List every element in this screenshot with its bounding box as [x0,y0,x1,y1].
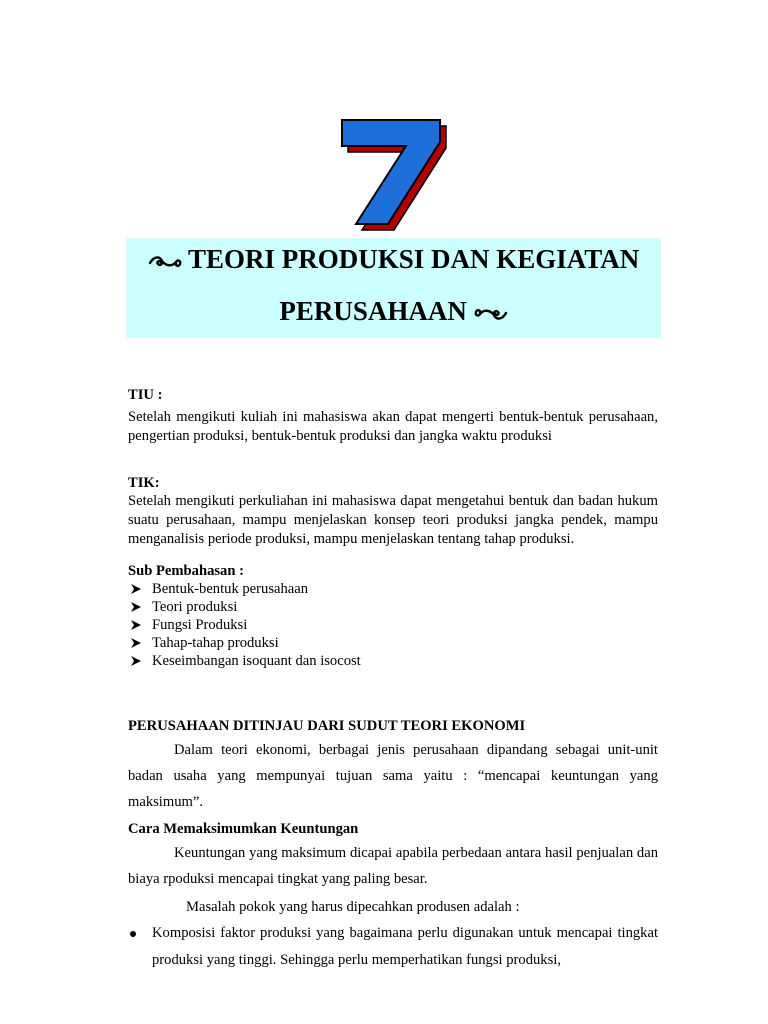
list-item [128,920,658,974]
chapter-title-text-2: PERUSAHAAN [279,296,467,326]
tiu-section [128,386,658,446]
chapter-title-line2 [126,292,661,330]
section-paragraph-2: Keuntungan yang maksimum dicapai apabila perbedaan antara hasil penjualan dan biaya rpoduksi mencapai tingkat yang paling besar. [128,845,658,887]
tiu-heading: TIU : [128,387,163,403]
list-item [128,652,658,670]
section-bullet-list [128,920,658,974]
chapter-title-text-1: TEORI PRODUKSI DAN KEGIATAN [187,244,640,274]
list-item-label: Bentuk-bentuk perusahaan [152,581,309,597]
list-item-text: Komposisi faktor produksi yang bagaimana perlu digunakan untuk mencapai tingkat produksi yang tinggi. Sehingga perlu memperhatikan fungsi produksi, [152,925,658,968]
list-item-label: Teori produksi [152,599,238,615]
section-heading: PERUSAHAAN DITINJAU DARI SUDUT TEORI EKONOMI [128,718,526,734]
list-item [128,598,658,616]
sub-pembahasan-heading: Sub Pembahasan : [128,563,244,579]
arrowhead-bullet-icon [130,655,142,667]
tik-text: Setelah mengikuti perkuliahan ini mahasiswa dapat mengetahui bentuk dan badan hukum suatu perusahaan, mampu menjelaskan konsep teori produksi jangka pendek, mampu menganalisis periode produksi, mampu menjelaskan tentang tahap produksi. [128,493,658,547]
bullet-dot-icon [130,931,136,937]
chapter-title-line1 [126,240,661,278]
arrowhead-bullet-icon [130,637,142,649]
section-paragraph-1: Dalam teori ekonomi, berbagai jenis perusahaan dipandang sebagai unit-unit badan usaha yang mempunyai tujuan sama yaitu : “mencapai keuntungan yang maksimum”. [128,742,658,810]
arrowhead-bullet-icon [130,619,142,631]
section-paragraph-3: Masalah pokok yang harus dipecahkan produsen adalah : [186,899,520,915]
tik-section [128,474,658,549]
fleuron-ornament-icon [148,254,182,270]
chapter-number-graphic [338,112,448,232]
arrowhead-bullet-icon [130,601,142,613]
list-item-label: Keseimbangan isoquant dan isocost [152,653,361,669]
sub-pembahasan-list [128,580,658,670]
chapter-title-box [126,238,661,338]
arrowhead-bullet-icon [130,583,142,595]
sub-pembahasan-section [128,562,658,670]
section-subheading: Cara Memaksimumkan Keuntungan [128,821,359,837]
list-item [128,580,658,598]
main-section [128,716,658,974]
tik-heading: TIK: [128,475,160,491]
tiu-text: Setelah mengikuti kuliah ini mahasiswa akan dapat mengerti bentuk-bentuk perusahaan, pengertian produksi, bentuk-bentuk produksi dan jangka waktu produksi [128,409,658,444]
list-item-label: Tahap-tahap produksi [152,635,279,651]
list-item-label: Fungsi Produksi [152,617,248,633]
fleuron-ornament-icon [474,306,508,322]
list-item [128,616,658,634]
list-item [128,634,658,652]
